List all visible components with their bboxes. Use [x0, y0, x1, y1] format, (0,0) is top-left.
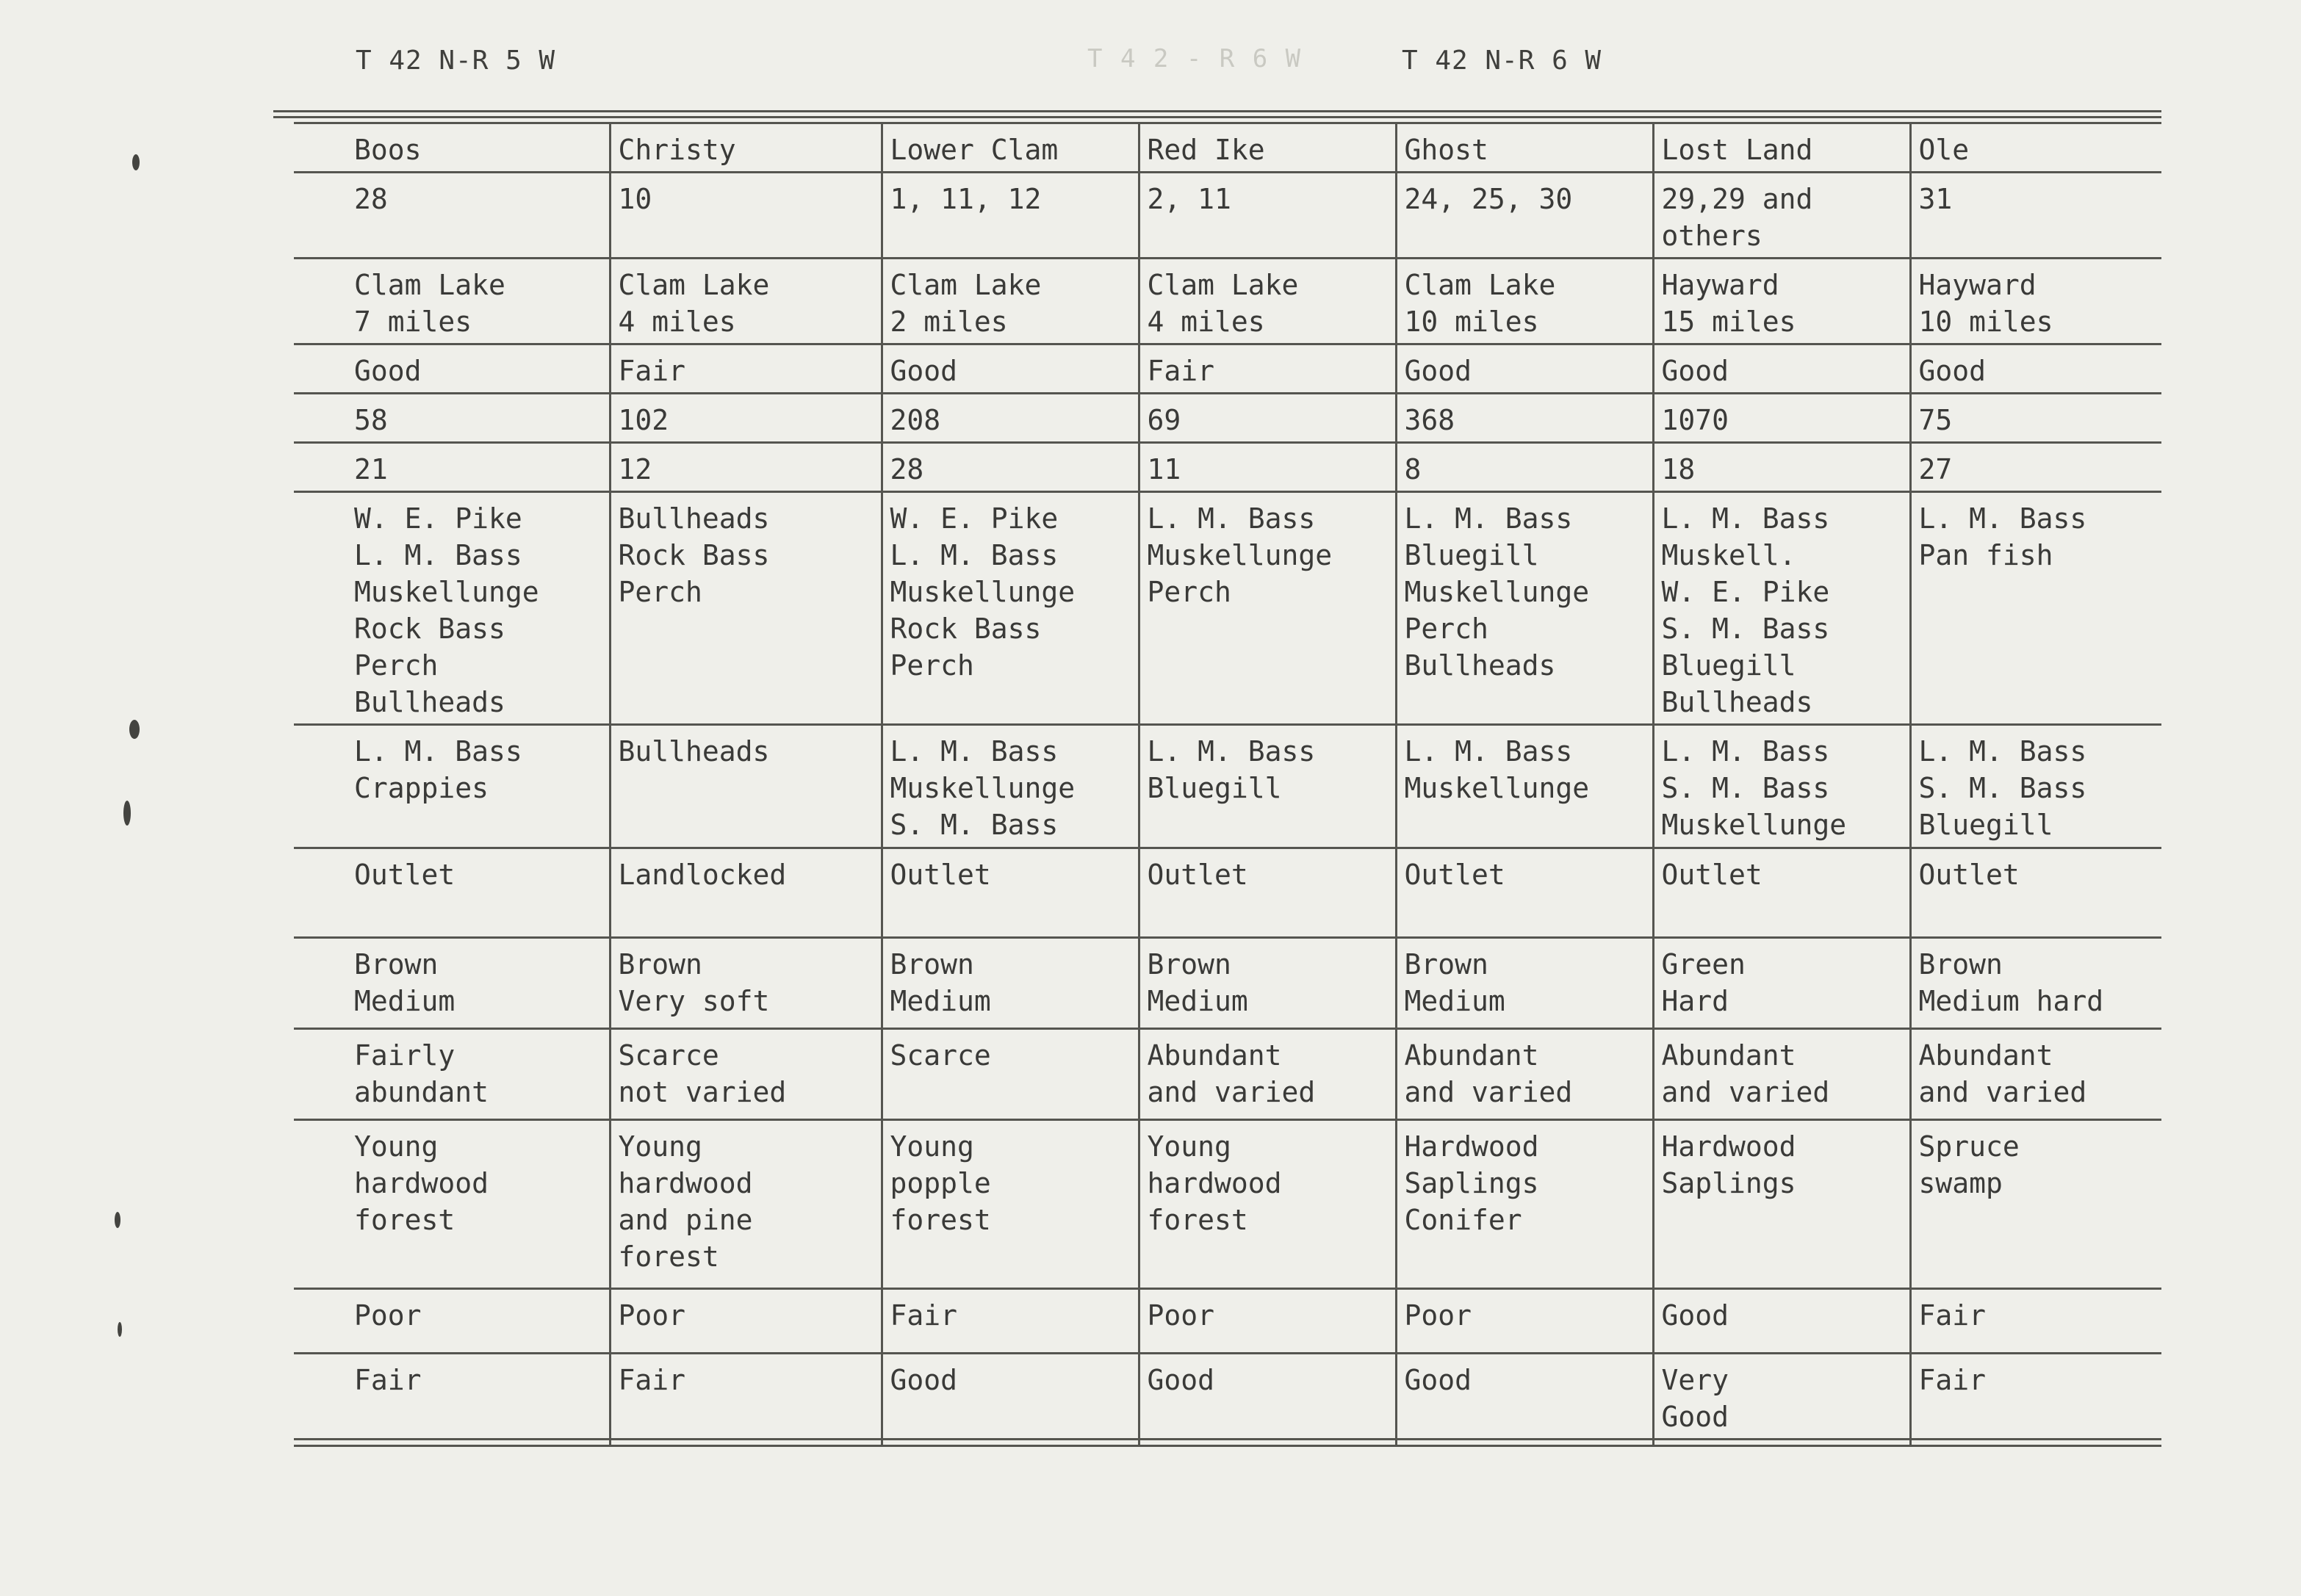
- cell-water-type: Outlet: [1653, 848, 1910, 938]
- cell-acreage: 208: [882, 394, 1139, 443]
- row-food: [294, 1029, 2161, 1120]
- cell-name: Boos: [294, 123, 610, 173]
- cell-bottom: Brown Medium: [882, 938, 1139, 1029]
- cell-acreage: 368: [1396, 394, 1653, 443]
- cell-name: Red Ike: [1139, 123, 1396, 173]
- cell-name: Lost Land: [1653, 123, 1910, 173]
- cell-name: Ghost: [1396, 123, 1653, 173]
- cell-fish-present: L. M. Bass Muskell. W. E. Pike S. M. Bass Bluegill Bullheads: [1653, 492, 1910, 725]
- row-sections: [294, 173, 2161, 259]
- cell-fish-recommended: L. M. Bass Muskellunge: [1396, 725, 1653, 848]
- cell-food: Abundant and varied: [1396, 1029, 1653, 1120]
- cell-acreage: 69: [1139, 394, 1396, 443]
- cell-town: Clam Lake 2 miles: [882, 259, 1139, 344]
- cell-spawning: Fair: [1910, 1289, 2161, 1354]
- scan-mark: [115, 1212, 120, 1228]
- cell-town: Hayward 15 miles: [1653, 259, 1910, 344]
- cell-town: Clam Lake 10 miles: [1396, 259, 1653, 344]
- cell-depth: 11: [1139, 443, 1396, 492]
- cell-name: Ole: [1910, 123, 2161, 173]
- cell-fish-recommended: L. M. Bass S. M. Bass Muskellunge: [1653, 725, 1910, 848]
- cell-rating: Good: [882, 1354, 1139, 1446]
- cell-food: Abundant and varied: [1139, 1029, 1396, 1120]
- cell-shore-cover: Young hardwood and pine forest: [610, 1120, 882, 1289]
- cell-fish-present: W. E. Pike L. M. Bass Muskellunge Rock Bass Perch Bullheads: [294, 492, 610, 725]
- cell-sections: 24, 25, 30: [1396, 173, 1653, 259]
- cell-town: Clam Lake 4 miles: [1139, 259, 1396, 344]
- cell-acreage: 75: [1910, 394, 2161, 443]
- cell-food: Scarce not varied: [610, 1029, 882, 1120]
- row-fish-recommended: [294, 725, 2161, 848]
- cell-acreage: 1070: [1653, 394, 1910, 443]
- cell-water-type: Outlet: [1396, 848, 1653, 938]
- cell-water-type: Landlocked: [610, 848, 882, 938]
- cell-fish-present: Bullheads Rock Bass Perch: [610, 492, 882, 725]
- scan-mark: [129, 720, 140, 739]
- cell-fish-recommended: L. M. Bass Crappies: [294, 725, 610, 848]
- row-road: [294, 344, 2161, 394]
- cell-spawning: Poor: [1396, 1289, 1653, 1354]
- cell-shore-cover: Spruce swamp: [1910, 1120, 2161, 1289]
- cell-water-type: Outlet: [1139, 848, 1396, 938]
- cell-depth: 28: [882, 443, 1139, 492]
- township-range-left: T 42 N-R 5 W: [356, 46, 556, 76]
- cell-fish-present: L. M. Bass Pan fish: [1910, 492, 2161, 725]
- cell-shore-cover: Young hardwood forest: [1139, 1120, 1396, 1289]
- cell-spawning: Poor: [294, 1289, 610, 1354]
- cell-rating: Good: [1139, 1354, 1396, 1446]
- cell-road: Good: [1396, 344, 1653, 394]
- cell-sections: 2, 11: [1139, 173, 1396, 259]
- cell-bottom: Brown Medium: [1396, 938, 1653, 1029]
- row-bottom: [294, 938, 2161, 1029]
- cell-spawning: Poor: [1139, 1289, 1396, 1354]
- lake-survey-table: [294, 122, 2161, 1447]
- top-rule: [273, 110, 2161, 112]
- row-nearest-town: [294, 259, 2161, 344]
- cell-road: Fair: [1139, 344, 1396, 394]
- row-max-depth: [294, 443, 2161, 492]
- cell-depth: 18: [1653, 443, 1910, 492]
- cell-bottom: Brown Medium: [294, 938, 610, 1029]
- bottom-rule: [294, 1438, 2161, 1440]
- cell-fish-present: W. E. Pike L. M. Bass Muskellunge Rock Bass Perch: [882, 492, 1139, 725]
- bleed-through-mark: T 4 2 - R 6 W: [1087, 44, 1303, 73]
- cell-shore-cover: Young hardwood forest: [294, 1120, 610, 1289]
- cell-town: Hayward 10 miles: [1910, 259, 2161, 344]
- cell-rating: Good: [1396, 1354, 1653, 1446]
- cell-depth: 21: [294, 443, 610, 492]
- cell-food: Fairly abundant: [294, 1029, 610, 1120]
- cell-town: Clam Lake 4 miles: [610, 259, 882, 344]
- cell-acreage: 102: [610, 394, 882, 443]
- row-rating: [294, 1354, 2161, 1446]
- cell-sections: 10: [610, 173, 882, 259]
- cell-fish-present: L. M. Bass Bluegill Muskellunge Perch Bullheads: [1396, 492, 1653, 725]
- cell-bottom: Brown Very soft: [610, 938, 882, 1029]
- cell-rating: Fair: [610, 1354, 882, 1446]
- cell-town: Clam Lake 7 miles: [294, 259, 610, 344]
- cell-name: Lower Clam: [882, 123, 1139, 173]
- cell-sections: 29,29 and others: [1653, 173, 1910, 259]
- cell-road: Good: [1653, 344, 1910, 394]
- cell-shore-cover: Hardwood Saplings: [1653, 1120, 1910, 1289]
- cell-acreage: 58: [294, 394, 610, 443]
- cell-sections: 28: [294, 173, 610, 259]
- cell-road: Fair: [610, 344, 882, 394]
- cell-fish-recommended: L. M. Bass Bluegill: [1139, 725, 1396, 848]
- cell-fish-present: L. M. Bass Muskellunge Perch: [1139, 492, 1396, 725]
- cell-rating: Fair: [294, 1354, 610, 1446]
- cell-road: Good: [294, 344, 610, 394]
- cell-water-type: Outlet: [294, 848, 610, 938]
- cell-water-type: Outlet: [882, 848, 1139, 938]
- cell-rating: Fair: [1910, 1354, 2161, 1446]
- township-range-right: T 42 N-R 6 W: [1402, 46, 1602, 76]
- cell-fish-recommended: L. M. Bass S. M. Bass Bluegill: [1910, 725, 2161, 848]
- cell-spawning: Poor: [610, 1289, 882, 1354]
- cell-shore-cover: Hardwood Saplings Conifer: [1396, 1120, 1653, 1289]
- cell-name: Christy: [610, 123, 882, 173]
- cell-food: Scarce: [882, 1029, 1139, 1120]
- cell-road: Good: [882, 344, 1139, 394]
- cell-depth: 12: [610, 443, 882, 492]
- cell-water-type: Outlet: [1910, 848, 2161, 938]
- cell-spawning: Fair: [882, 1289, 1139, 1354]
- cell-shore-cover: Young popple forest: [882, 1120, 1139, 1289]
- row-shore-cover: [294, 1120, 2161, 1289]
- cell-bottom: Green Hard: [1653, 938, 1910, 1029]
- cell-fish-recommended: L. M. Bass Muskellunge S. M. Bass: [882, 725, 1139, 848]
- row-water-type: [294, 848, 2161, 938]
- cell-depth: 27: [1910, 443, 2161, 492]
- cell-sections: 1, 11, 12: [882, 173, 1139, 259]
- row-acreage: [294, 394, 2161, 443]
- row-spawning: [294, 1289, 2161, 1354]
- cell-food: Abundant and varied: [1910, 1029, 2161, 1120]
- cell-fish-recommended: Bullheads: [610, 725, 882, 848]
- cell-depth: 8: [1396, 443, 1653, 492]
- cell-spawning: Good: [1653, 1289, 1910, 1354]
- cell-food: Abundant and varied: [1653, 1029, 1910, 1120]
- row-lake-name: [294, 123, 2161, 173]
- cell-road: Good: [1910, 344, 2161, 394]
- scan-mark: [132, 154, 140, 170]
- row-fish-present: [294, 492, 2161, 725]
- cell-sections: 31: [1910, 173, 2161, 259]
- scan-mark: [118, 1322, 122, 1337]
- cell-bottom: Brown Medium hard: [1910, 938, 2161, 1029]
- scan-mark: [123, 801, 131, 826]
- top-rule-double: [273, 116, 2161, 118]
- cell-rating: Very Good: [1653, 1354, 1910, 1446]
- cell-bottom: Brown Medium: [1139, 938, 1396, 1029]
